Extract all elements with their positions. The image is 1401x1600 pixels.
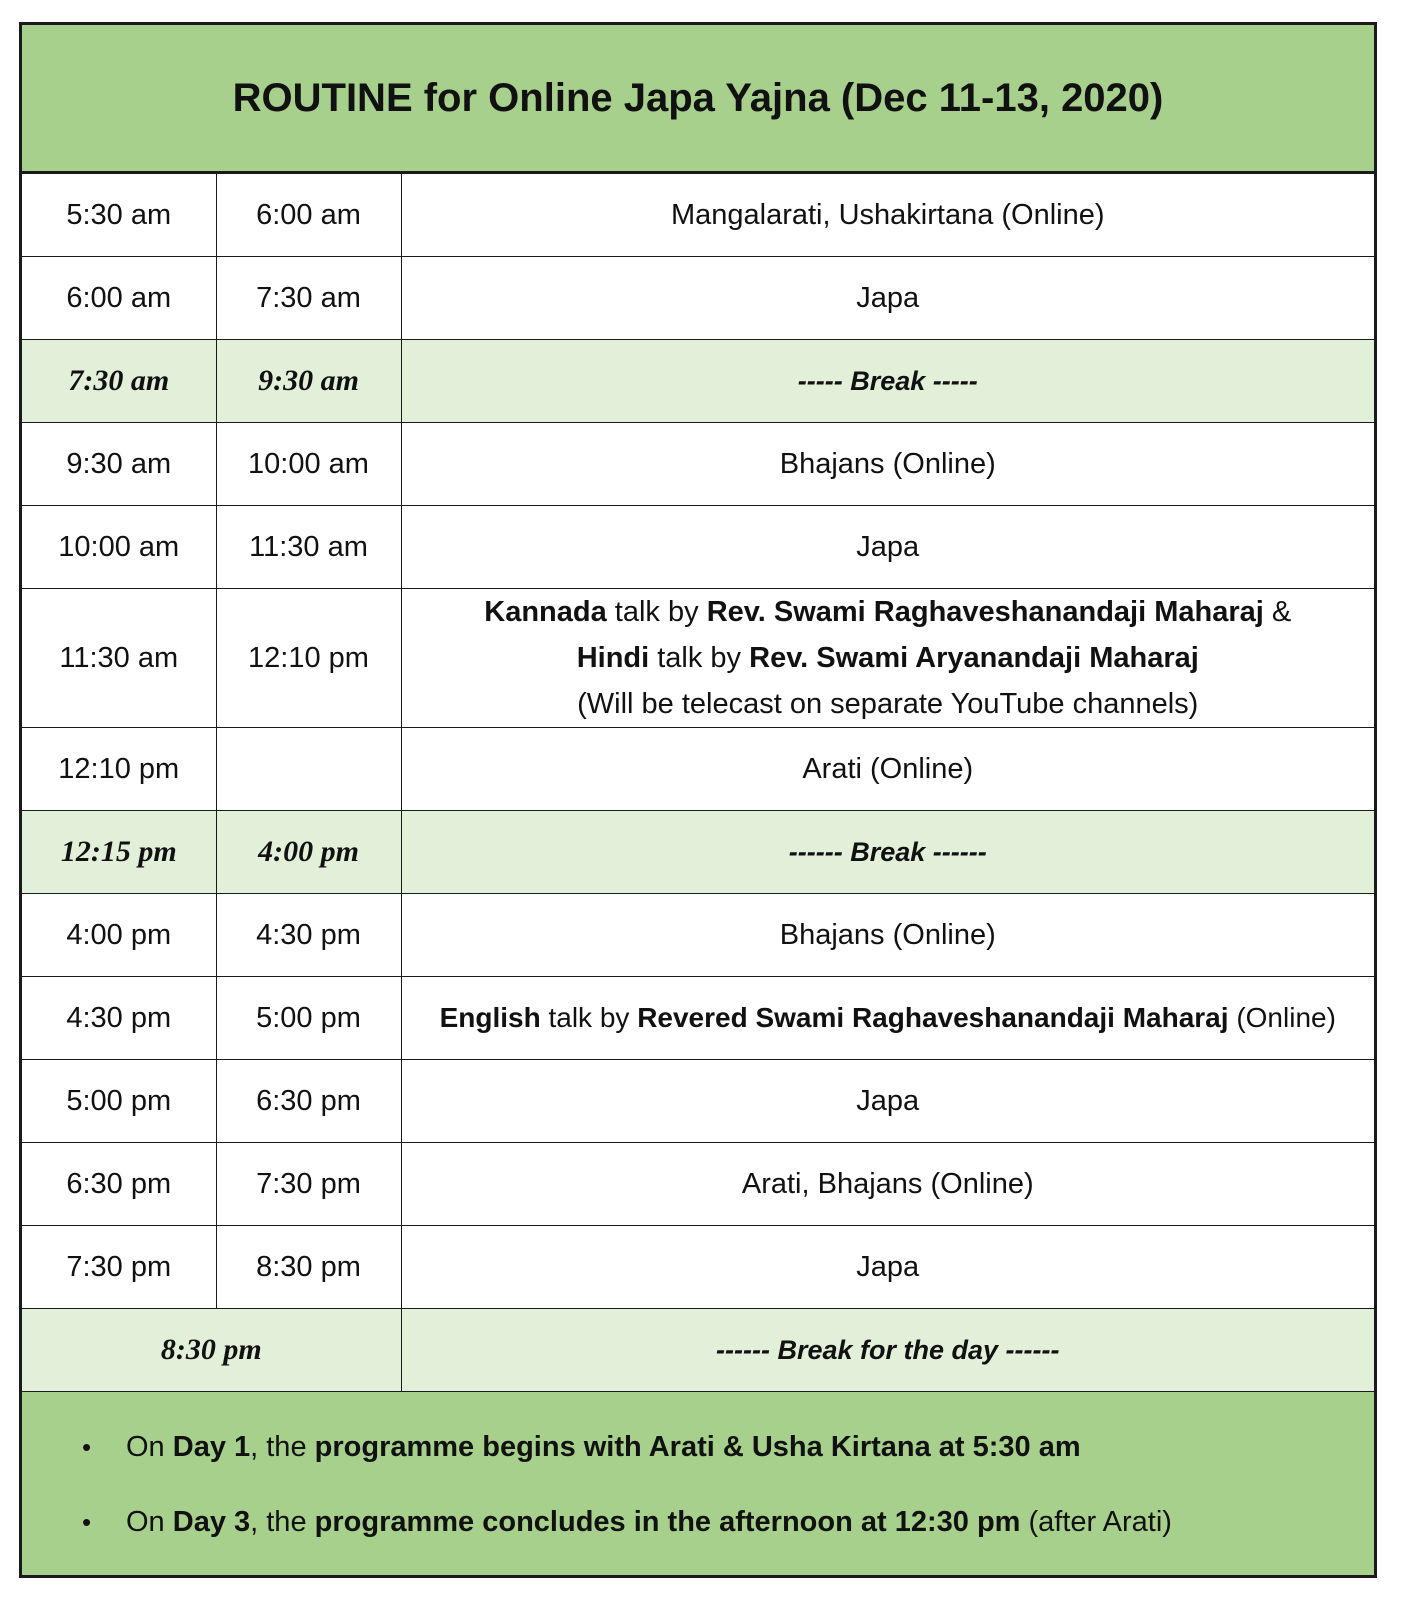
- start-time: 12:10 pm: [22, 728, 216, 811]
- note-day: Day 1: [172, 1431, 251, 1463]
- end-time: 7:30 pm: [216, 1143, 401, 1226]
- activity: [401, 977, 1374, 1060]
- end-time: 9:30 am: [216, 340, 401, 423]
- activity: Bhajans (Online): [401, 894, 1374, 977]
- table-row: [22, 1226, 1374, 1309]
- schedule-table: [22, 173, 1374, 1392]
- talk-line-2: [406, 635, 1371, 681]
- end-time: 7:30 am: [216, 257, 401, 340]
- note-part: , the: [250, 1431, 315, 1463]
- start-time: 5:30 am: [22, 174, 216, 257]
- start-time: 5:00 pm: [22, 1060, 216, 1143]
- note-item: [82, 1506, 1172, 1539]
- break-row: [22, 340, 1374, 423]
- start-time: 4:00 pm: [22, 894, 216, 977]
- activity: Arati, Bhajans (Online): [401, 1143, 1374, 1226]
- end-time: 8:30 pm: [216, 1226, 401, 1309]
- talk-language: Kannada: [484, 596, 607, 628]
- table-row: [22, 174, 1374, 257]
- talk-by: talk by: [540, 1002, 638, 1033]
- talk-speaker: Rev. Swami Aryanandaji Maharaj: [749, 642, 1199, 674]
- table-row: [22, 1060, 1374, 1143]
- note-bold: programme concludes in the afternoon at 12:30 pm: [314, 1506, 1021, 1538]
- start-time: 12:15 pm: [22, 811, 216, 894]
- start-time: 4:30 pm: [22, 977, 216, 1060]
- final-break-row: [22, 1309, 1374, 1392]
- start-time: 9:30 am: [22, 423, 216, 506]
- activity: Japa: [401, 1226, 1374, 1309]
- talk-language: Hindi: [576, 642, 650, 674]
- activity: Japa: [401, 1060, 1374, 1143]
- note-part: , the: [250, 1506, 315, 1538]
- activity: ----- Break -----: [401, 340, 1374, 423]
- talk-details: [406, 589, 1371, 727]
- final-time: 8:30 pm: [22, 1309, 401, 1392]
- end-time: 6:00 am: [216, 174, 401, 257]
- table-row: [22, 423, 1374, 506]
- table-row: [22, 506, 1374, 589]
- talk-amp: &: [1263, 596, 1292, 628]
- activity: ------ Break for the day ------: [401, 1309, 1374, 1392]
- note-part: On: [126, 1506, 173, 1538]
- page-title: ROUTINE for Online Japa Yajna (Dec 11-13, 2020): [22, 25, 1374, 173]
- talk-by: talk by: [606, 596, 707, 628]
- schedule-document: [19, 22, 1377, 1578]
- table-row: [22, 977, 1374, 1060]
- start-time: 6:00 am: [22, 257, 216, 340]
- end-time: 4:00 pm: [216, 811, 401, 894]
- activity: Mangalarati, Ushakirtana (Online): [401, 174, 1374, 257]
- note-bold: programme begins with Arati & Usha Kirtana at 5:30 am: [314, 1431, 1081, 1463]
- start-time: 11:30 am: [22, 589, 216, 728]
- talk-speaker: Rev. Swami Raghaveshanandaji Maharaj: [706, 596, 1264, 628]
- note-part: On: [126, 1431, 173, 1463]
- talk-mode: (Online): [1228, 1002, 1336, 1033]
- table-row: [22, 589, 1374, 728]
- note-day: Day 3: [172, 1506, 251, 1538]
- talk-line-1: [406, 589, 1371, 635]
- start-time: 6:30 pm: [22, 1143, 216, 1226]
- talk-note: (Will be telecast on separate YouTube channels): [577, 688, 1199, 720]
- talk-by: talk by: [649, 642, 750, 674]
- end-time: 11:30 am: [216, 506, 401, 589]
- table-row: [22, 728, 1374, 811]
- note-text: [126, 1506, 1172, 1539]
- note-text: [126, 1431, 1081, 1464]
- activity: Arati (Online): [401, 728, 1374, 811]
- bullet-icon: •: [82, 1507, 92, 1537]
- end-time: 4:30 pm: [216, 894, 401, 977]
- table-row: [22, 894, 1374, 977]
- note-item: [82, 1431, 1081, 1464]
- activity: [401, 589, 1374, 728]
- bullet-icon: •: [82, 1432, 92, 1462]
- activity: ------ Break ------: [401, 811, 1374, 894]
- note-part: (after Arati): [1020, 1506, 1172, 1538]
- activity: Bhajans (Online): [401, 423, 1374, 506]
- table-row: [22, 257, 1374, 340]
- break-row: [22, 811, 1374, 894]
- end-time: 10:00 am: [216, 423, 401, 506]
- start-time: 10:00 am: [22, 506, 216, 589]
- start-time: 7:30 pm: [22, 1226, 216, 1309]
- end-time: 12:10 pm: [216, 589, 401, 728]
- talk-language: English: [439, 1002, 541, 1033]
- activity: Japa: [401, 257, 1374, 340]
- talk-speaker: Revered Swami Raghaveshanandaji Maharaj: [637, 1002, 1229, 1033]
- end-time: [216, 728, 401, 811]
- end-time: 5:00 pm: [216, 977, 401, 1060]
- notes-section: [22, 1396, 1374, 1576]
- table-row: [22, 1143, 1374, 1226]
- start-time: 7:30 am: [22, 340, 216, 423]
- activity: Japa: [401, 506, 1374, 589]
- end-time: 6:30 pm: [216, 1060, 401, 1143]
